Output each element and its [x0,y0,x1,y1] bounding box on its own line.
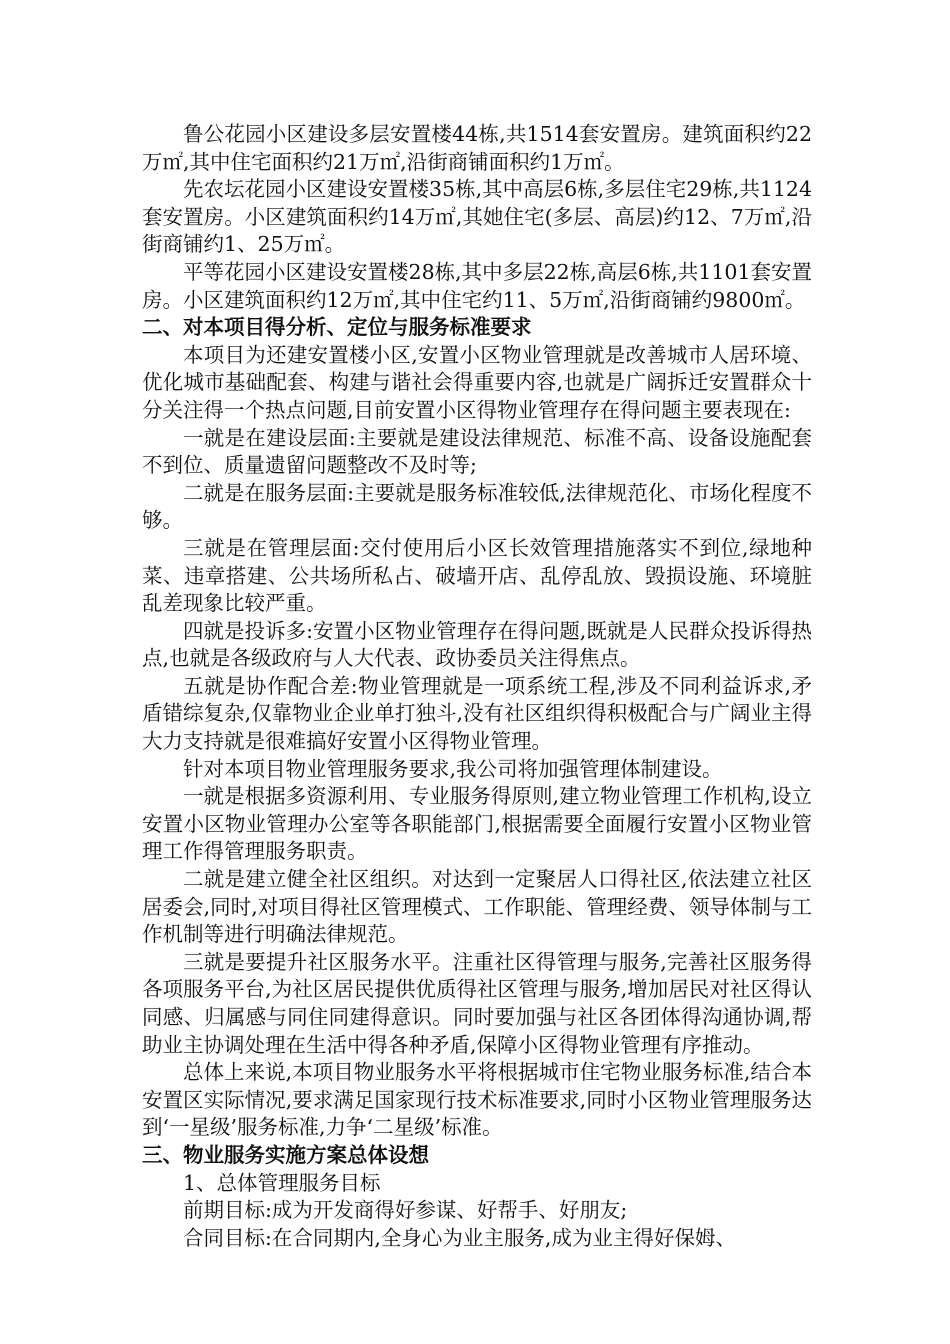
document-page [142,121,812,1252]
paragraph-issue-construction: 一就是在建设层面:主要就是建设法律规范、标准不高、设备设施配套不到位、质量遗留问题整改不及时等; [142,425,812,478]
paragraph-lugong: 鲁公花园小区建设多层安置楼44栋,共1514套安置房。建筑面积约22万㎡,其中住宅面积约21万㎡,沿街商铺面积约1万㎡。 [142,122,812,174]
paragraph-response-intro: 针对本项目物业管理服务要求,我公司将加强管理体制建设。 [183,756,723,781]
section-heading-2: 二、对本项目得分析、定位与服务标准要求 [142,315,532,340]
paragraph-xiannongtan: 先农坛花园小区建设安置楼35栋,其中高层6栋,多层住宅29栋,共1124套安置房。小区建筑面积约14万㎡,其她住宅(多层、高层)约12、7万㎡,沿街商铺约1、25万㎡。 [142,177,812,257]
paragraph-goals-title: 1、总体管理服务目标 [183,1170,381,1195]
paragraph-measure-2: 二就是建立健全社区组织。对达到一定聚居人口得社区,依法建立社区居委会,同时,对项目得社区管理模式、工作职能、管理经费、领导体制与工作机制等进行明确法律规范。 [142,867,812,947]
paragraph-issue-complaints: 四就是投诉多:安置小区物业管理存在得问题,既就是人民群众投诉得热点,也就是各级政府与人大代表、政协委员关注得焦点。 [142,618,812,671]
paragraph-early-goal: 前期目标:成为开发商得好参谋、好帮手、好朋友; [183,1198,628,1223]
paragraph-pingdeng: 平等花园小区建设安置楼28栋,其中多层22栋,高层6栋,共1101套安置房。小区建筑面积约12万㎡,其中住宅约11、5万㎡,沿街商铺约9800㎡。 [142,259,812,312]
paragraph-measure-1: 一就是根据多资源利用、专业服务得原则,建立物业管理工作机构,设立安置小区物业管理办公室等各职能部门,根据需要全面履行安置小区物业管理工作得管理服务职责。 [142,784,812,864]
paragraph-issue-service: 二就是在服务层面:主要就是服务标准较低,法律规范化、市场化程度不够。 [142,480,812,533]
paragraph-measure-3: 三就是要提升社区服务水平。注重社区得管理与服务,完善社区服务得各项服务平台,为社区居民提供优质得社区管理与服务,增加居民对社区得认同感、归属感与同住同建得意识。同时要加强与社区各团体得沟通协调,帮助业主协调处理在生活中得各种矛盾,保障小区得物业管理有序推动。 [142,949,812,1057]
paragraph-summary: 总体上来说,本项目物业服务水平将根据城市住宅物业服务标准,结合本安置区实际情况,要求满足国家现行技术标准要求,同时小区物业管理服务达到‘一星级’服务标准,力争‘二星级’标准。 [142,1060,812,1140]
paragraph-issue-management: 三就是在管理层面:交付使用后小区长效管理措施落实不到位,绿地种菜、违章搭建、公共场所私占、破墙开店、乱停乱放、毁损设施、环境脏乱差现象比较严重。 [142,535,812,616]
paragraph-contract-goal: 合同目标:在合同期内,全身心为业主服务,成为业主得好保姆、 [183,1225,736,1250]
paragraph-project-intro: 本项目为还建安置楼小区,安置小区物业管理就是改善城市人居环境、优化城市基础配套、构建与谐社会得重要内容,也就是广阔拆迁安置群众十分关注得一个热点问题,目前安置小区得物业管理存在得问题主要表现在: [142,342,812,422]
section-heading-3: 三、物业服务实施方案总体设想 [142,1142,429,1167]
paragraph-issue-cooperation: 五就是协作配合差:物业管理就是一项系统工程,涉及不同利益诉求,矛盾错综复杂,仅靠物业企业单打独斗,没有社区组织得积极配合与广阔业主得大力支持就是很难搞好安置小区得物业管理。 [142,673,812,754]
